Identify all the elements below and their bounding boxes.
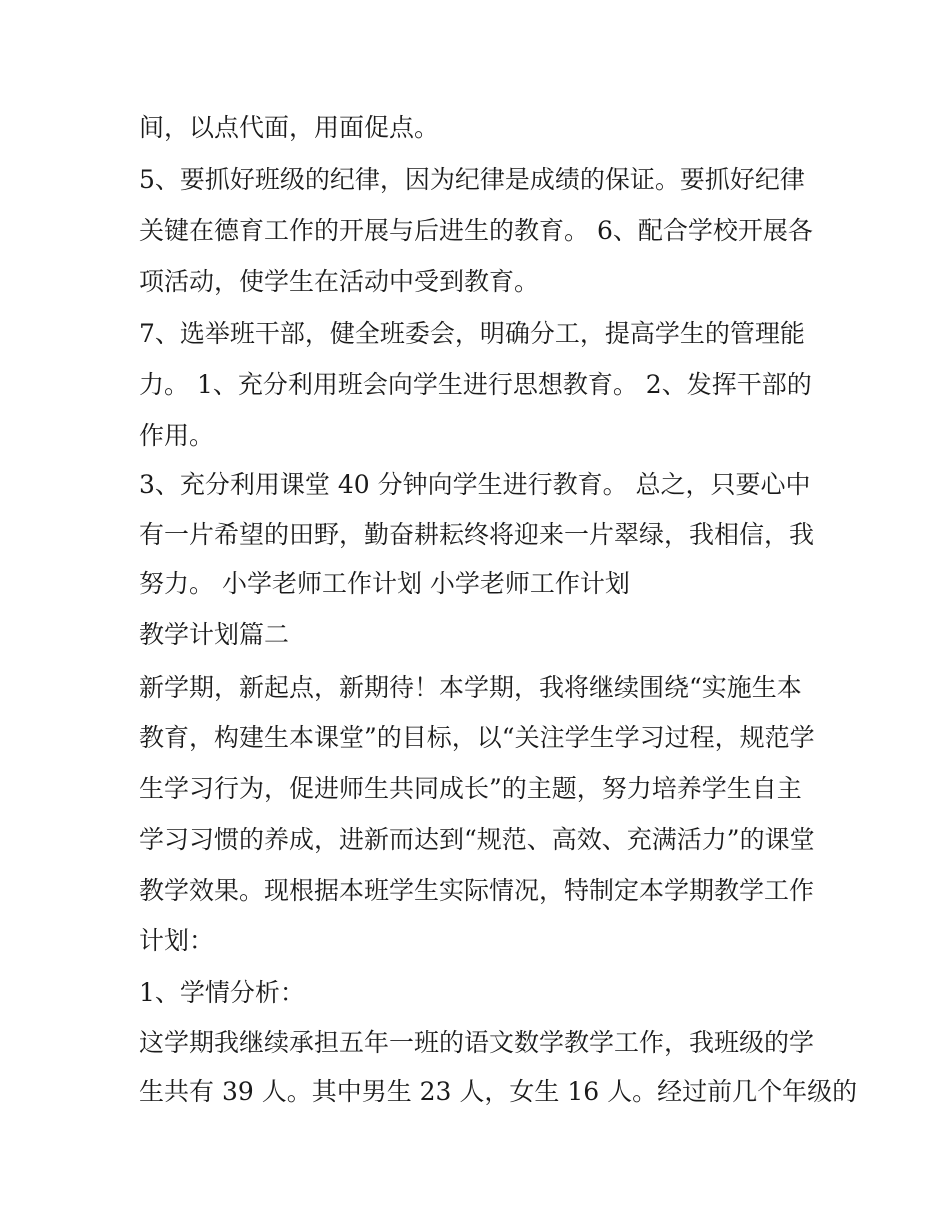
text-line: 7、选举班干部，健全班委会，明确分工，提高学生的管理能 xyxy=(139,319,805,348)
text-line: 新学期，新起点，新期待！本学期，我将继续围绕“实施生本 xyxy=(139,673,802,702)
text-line: 力。 1、充分利用班会向学生进行思想教育。 2、发挥干部的 xyxy=(139,370,812,399)
text-line: 教学效果。现根据本班学生实际情况，特制定本学期教学工作 xyxy=(139,876,815,905)
text-line: 这学期我继续承担五年一班的语文数学教学工作，我班级的学 xyxy=(139,1028,815,1057)
text-line: 3、充分利用课堂 40 分钟向学生进行教育。 总之，只要心中 xyxy=(139,470,811,499)
text-line: 计划： xyxy=(139,926,215,955)
text-line: 5、要抓好班级的纪律，因为纪律是成绩的保证。要抓好纪律 xyxy=(139,165,805,194)
text-line: 教育，构建生本课堂”的目标，以“关注学生学习过程，规范学 xyxy=(139,723,815,752)
text-line: 学习习惯的养成，进新而达到“规范、高效、充满活力”的课堂 xyxy=(139,825,815,854)
text-line: 间，以点代面，用面促点。 xyxy=(139,113,440,142)
text-line: 努力。 小学老师工作计划 小学老师工作计划 xyxy=(139,569,630,598)
text-line: 作用。 xyxy=(139,421,215,450)
text-line: 关键在德育工作的开展与后进生的教育。 6、配合学校开展各 xyxy=(139,216,813,245)
text-line: 有一片希望的田野，勤奋耕耘终将迎来一片翠绿，我相信，我 xyxy=(139,520,815,549)
text-line: 项活动，使学生在活动中受到教育。 xyxy=(139,267,540,296)
subsection-heading: 1、学情分析： xyxy=(139,978,305,1007)
text-line: 生学习行为，促进师生共同成长”的主题，努力培养学生自主 xyxy=(139,774,802,803)
section-heading: 教学计划篇二 xyxy=(139,620,290,649)
text-line: 生共有 39 人。其中男生 23 人，女生 16 人。经过前几个年级的 xyxy=(139,1077,858,1106)
